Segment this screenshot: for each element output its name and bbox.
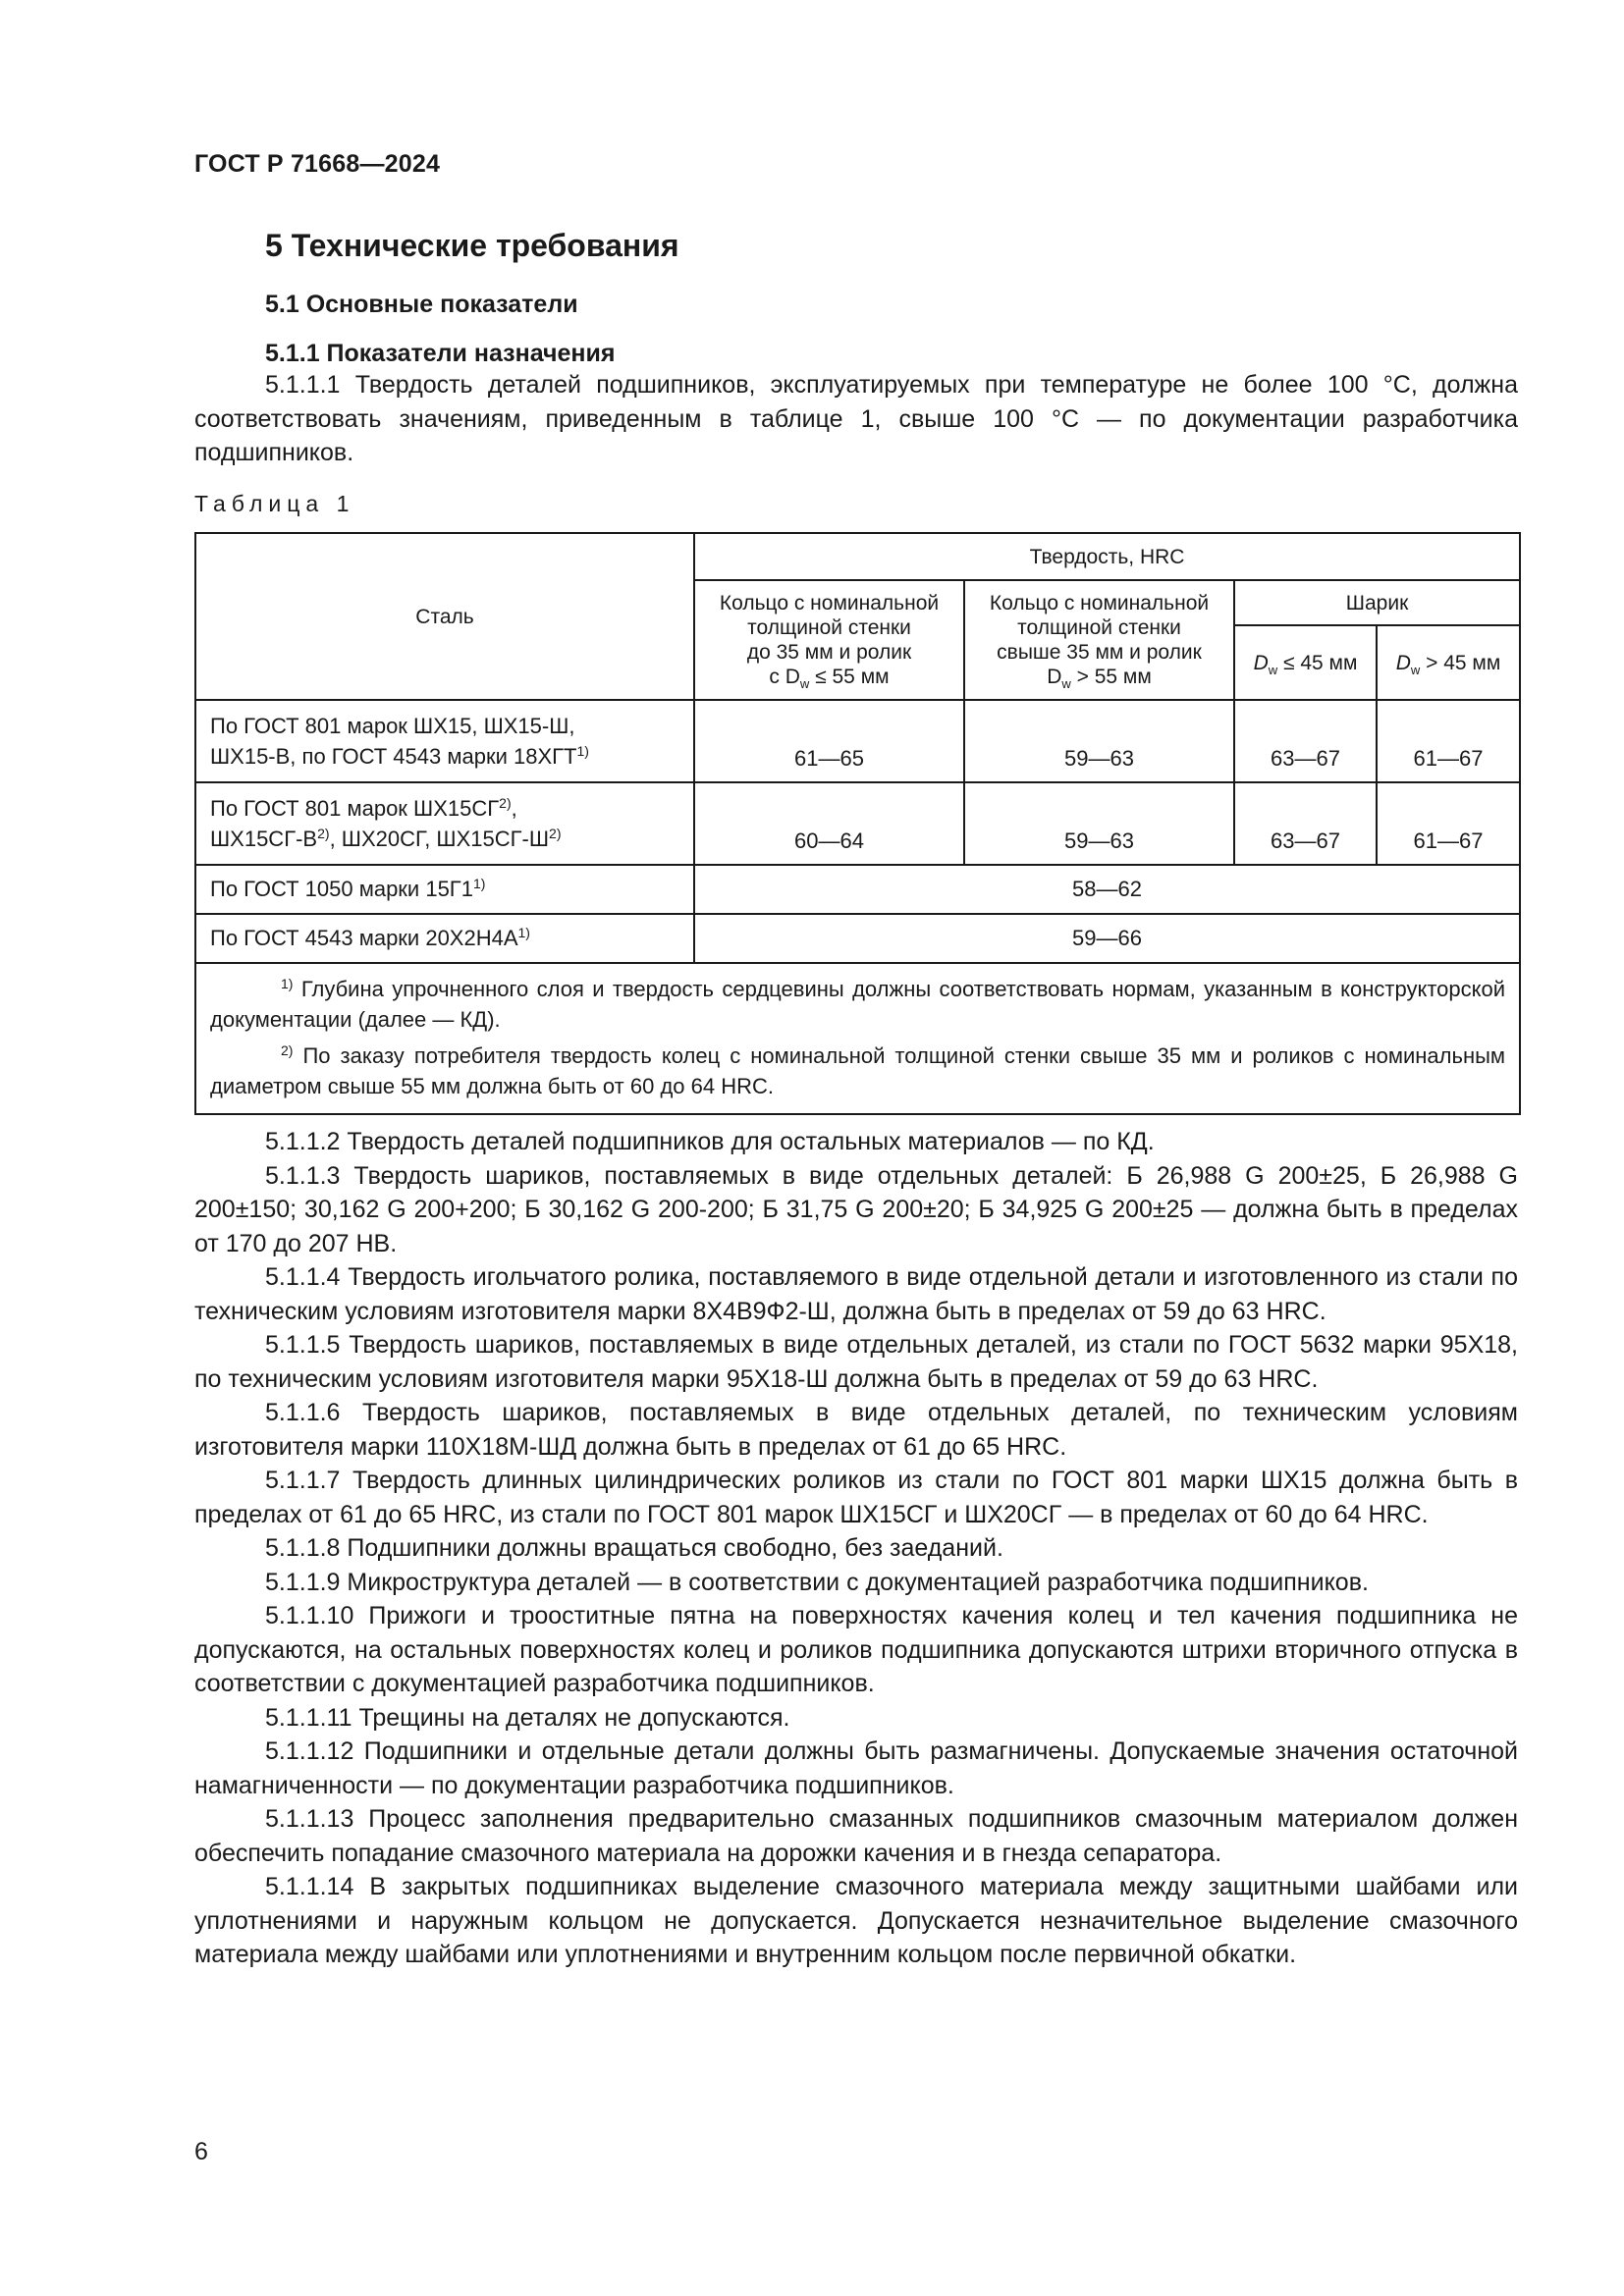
steel-cell: По ГОСТ 4543 марки $20Х2Н4А^{1)}$ xyxy=(195,914,694,963)
table-notes xyxy=(195,963,1520,1114)
merged-value: 59—66 xyxy=(694,914,1520,963)
paragraph: 5.1.1.10 Прижоги и трооститные пятна на поверхностях качения колец и тел качения подшипника не допускаются, на остальных поверхностях колец и роликов подшипника допускаются штрихи вторичного отпуска в соответствии с документацией разработчика подшипников. xyxy=(194,1602,1518,1697)
table-row xyxy=(195,700,1520,782)
paragraph: 5.1.1.14 В закрытых подшипниках выделение смазочного материала между защитными шайбами или уплотнениями и наружным кольцом не допускается. Допускается незначительное выделение смазочного материала между шайбами или уплотнениями и внутренним кольцом после первичной обкатки. xyxy=(194,1873,1518,1968)
table-row xyxy=(195,914,1520,963)
subsection-title: 5.1 Основные показатели xyxy=(265,291,578,318)
merged-value: 58—62 xyxy=(694,865,1520,914)
value-ball-large: 61—67 xyxy=(1377,700,1520,782)
paragraph: 5.1.1.5 Твердость шариков, поставляемых в виде отдельных деталей, из стали по ГОСТ 5632 марки 95Х18, по техническим условиям изготовителя марки 95Х18-Ш должна быть в пределах от 59 до 63 HRC. xyxy=(194,1331,1518,1393)
table-row xyxy=(195,782,1520,865)
header-ball-small: $D_w \le 45$ мм xyxy=(1234,625,1377,700)
value-ring-thick: 59—63 xyxy=(964,782,1234,865)
document-header: ГОСТ Р 71668—2024 xyxy=(194,150,441,178)
steel-cell: По ГОСТ 1050 марки 15Г1$^{1)}$ xyxy=(195,865,694,914)
header-ball: Шарик xyxy=(1234,580,1520,625)
paragraph: 5.1.1.3 Твердость шариков, поставляемых в виде отдельных деталей: Б 26,988 G 200±25, Б 26,988 G 200±150; 30,162 G 200+200; Б 30,162 G 200-200; Б 31,75 G 200±20; Б 34,925 G 200±25 — должна быть в пределах от 170 до 207 НВ. xyxy=(194,1161,1518,1257)
paragraph: 5.1.1.6 Твердость шариков, поставляемых в виде отдельных деталей, по техническим условиям изготовителя марки 110Х18М-ШД должна быть в пределах от 61 до 65 HRC. xyxy=(194,1399,1518,1461)
value-ball-large: 61—67 xyxy=(1377,782,1520,865)
intro-paragraph-block xyxy=(194,368,1518,470)
page-number: 6 xyxy=(194,2138,208,2165)
paragraph: 5.1.1.8 Подшипники должны вращаться свободно, без заеданий. xyxy=(265,1534,1003,1562)
paragraph: 5.1.1.11 Трещины на деталях не допускаются. xyxy=(265,1703,790,1732)
paragraph: 5.1.1.12 Подшипники и отдельные детали должны быть размагничены. Допускаемые значения остаточной намагниченности — по документации разработчика подшипников. xyxy=(194,1737,1518,1799)
subsubsection-title: 5.1.1 Показатели назначения xyxy=(265,340,616,367)
steel-cell: По ГОСТ 801 марок ШХ15, ШХ15-Ш, ШХ15-В, по ГОСТ 4543 марки 18ХГТ$^{1)}$ xyxy=(195,700,694,782)
value-ball-small: 63—67 xyxy=(1234,782,1377,865)
value-ring-thin: 60—64 xyxy=(694,782,964,865)
paragraph: 5.1.1.4 Твердость игольчатого ролика, поставляемого в виде отдельной детали и изготовленного из стали по техническим условиям изготовителя марки 8Х4В9Ф2-Ш, должна быть в пределах от 59 до 63 HRC. xyxy=(194,1263,1518,1325)
header-ring-thick: Кольцо с номинальной толщиной стенки свыше 35 мм и ролик $D_w > 55$ мм xyxy=(964,580,1234,700)
section-title: 5 Технические требования xyxy=(265,228,679,263)
steel-cell: По ГОСТ 801 марок ШХ15СГ$^{2)}$, $ШХ15СГ-В^{2)}$, ШХ20СГ, $ШХ15СГ-Ш^{2)}$ xyxy=(195,782,694,865)
table-caption: Таблица 1 xyxy=(194,491,355,516)
hardness-table xyxy=(194,532,1521,1115)
paragraph: 5.1.1.13 Процесс заполнения предварительно смазанных подшипников смазочным материалом должен обеспечить попадание смазочного материала на дорожки качения и в гнезда сепаратора. xyxy=(194,1805,1518,1867)
table-note: $^{2)}$ По заказу потребителя твердость колец с номинальной толщиной стенки свыше 35 мм и роликов с номинальным диаметром свыше 55 мм должна быть от 60 до 64 HRC. xyxy=(210,1042,1506,1098)
value-ring-thin: 61—65 xyxy=(694,700,964,782)
header-steel: Сталь xyxy=(195,533,694,700)
paragraph: 5.1.1.9 Микроструктура деталей — в соответствии с документацией разработчика подшипников. xyxy=(265,1568,1369,1596)
intro-paragraph: 5.1.1.1 Твердость деталей подшипников, эксплуатируемых при температуре не более 100 °С, должна соответствовать значениям, приведенным в таблице 1, свыше 100 °С — по документации разработчика подшипников. xyxy=(194,371,1518,466)
header-hardness: Твердость, HRC xyxy=(694,533,1520,580)
hardness-table-wrapper xyxy=(194,532,1519,1115)
header-ring-thin: Кольцо с номинальной толщиной стенки до 35 мм и ролик с $D_w \le 55$ мм xyxy=(694,580,964,700)
table-row xyxy=(195,865,1520,914)
table-notes-row xyxy=(195,963,1520,1114)
value-ball-small: 63—67 xyxy=(1234,700,1377,782)
header-ball-large: $D_w > 45$ мм xyxy=(1377,625,1520,700)
paragraph: 5.1.1.2 Твердость деталей подшипников для остальных материалов — по КД. xyxy=(265,1128,1155,1155)
body-paragraphs xyxy=(194,1125,1518,1972)
paragraph: 5.1.1.7 Твердость длинных цилиндрических роликов из стали по ГОСТ 801 марки ШХ15 должна быть в пределах от 61 до 65 HRC, из стали по ГОСТ 801 марок ШХ15СГ и ШХ20СГ — в пределах от 60 до 64 HRC. xyxy=(194,1467,1518,1528)
table-note: $^{1)}$ Глубина упрочненного слоя и твердость сердцевины должны соответствовать нормам, указанным в конструкторской документации (далее — КД). xyxy=(210,976,1506,1032)
table-header-row-1 xyxy=(195,533,1520,580)
value-ring-thick: 59—63 xyxy=(964,700,1234,782)
